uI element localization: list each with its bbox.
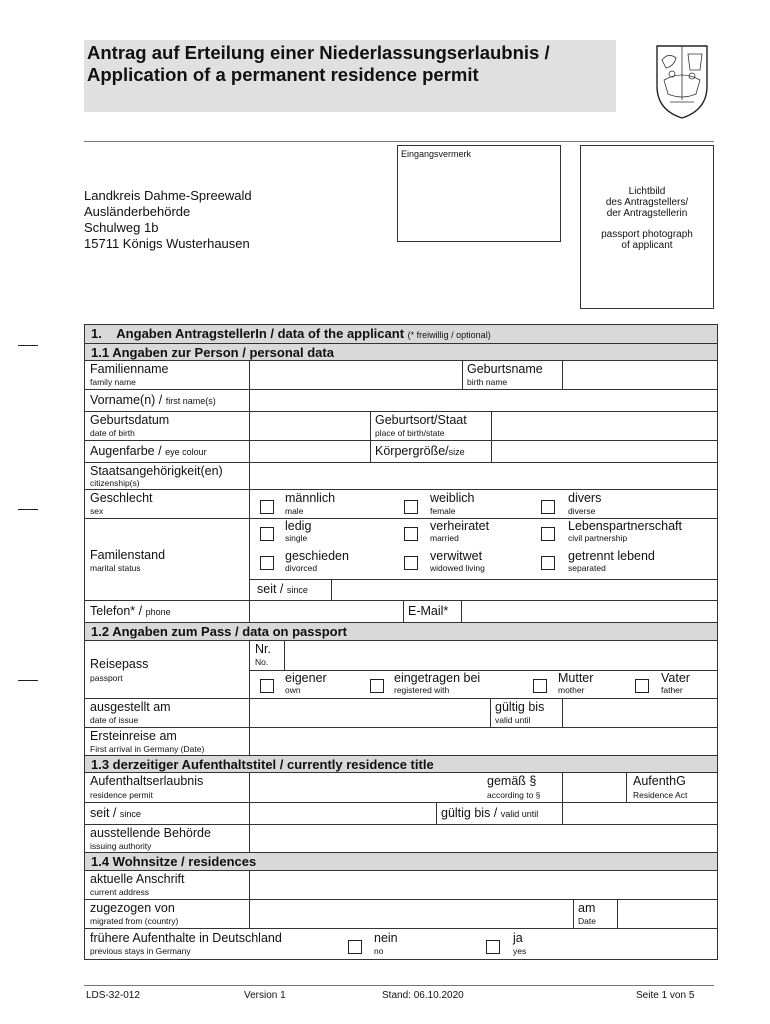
first-arrival-label: Ersteinreise am bbox=[90, 729, 177, 743]
section-1-3-title: 1.3 derzeitiger Aufenthaltstitel / currently residence title bbox=[91, 757, 434, 772]
section-1-1-title: 1.1 Angaben zur Person / personal data bbox=[91, 345, 334, 360]
row-family-name bbox=[85, 361, 717, 390]
height-label: Körpergröße/size bbox=[375, 444, 465, 458]
row-marital-status bbox=[85, 519, 717, 601]
photo-text: des Antragstellers/ bbox=[605, 197, 689, 208]
row-residence-permit bbox=[85, 773, 717, 803]
first-arrival-field[interactable] bbox=[250, 728, 717, 755]
fold-mark bbox=[18, 680, 38, 681]
dob-field[interactable] bbox=[250, 412, 369, 440]
issuing-authority-field[interactable] bbox=[250, 825, 717, 852]
section-1-3-header bbox=[85, 756, 717, 773]
passport-number-label: Nr. bbox=[255, 642, 271, 656]
previous-stays-label: frühere Aufenthalte in Deutschland bbox=[90, 931, 282, 945]
divorced-checkbox[interactable] bbox=[260, 556, 274, 570]
first-name-label: Vorname(n) / first name(s) bbox=[90, 393, 216, 407]
section-1-4-header bbox=[85, 853, 717, 871]
mother-sublabel: mother bbox=[558, 685, 585, 695]
marital-status-sublabel: marital status bbox=[90, 563, 141, 573]
father-sublabel: father bbox=[661, 685, 683, 695]
permit-valid-field[interactable] bbox=[563, 803, 717, 824]
own-passport-checkbox[interactable] bbox=[260, 679, 274, 693]
permit-since-label: seit / since bbox=[90, 806, 141, 820]
row-first-arrival bbox=[85, 728, 717, 756]
according-to-label: gemäß § bbox=[487, 774, 537, 788]
section-1-2-header bbox=[85, 623, 717, 641]
valid-until-label: gültig bis bbox=[495, 700, 545, 714]
header-rule bbox=[84, 141, 714, 142]
yes-sublabel: yes bbox=[513, 946, 527, 956]
fold-mark bbox=[18, 345, 38, 346]
photo-label-de bbox=[581, 186, 713, 219]
separated-checkbox[interactable] bbox=[541, 556, 555, 570]
citizenship-field[interactable] bbox=[250, 463, 717, 489]
photo-text: der Antragstellerin bbox=[606, 208, 688, 219]
phone-field[interactable] bbox=[250, 601, 402, 622]
mother-checkbox[interactable] bbox=[533, 679, 547, 693]
dob-sublabel: date of birth bbox=[90, 428, 135, 438]
fold-mark bbox=[18, 509, 38, 510]
migrated-date-sublabel: Date bbox=[578, 916, 596, 926]
registered-with-checkbox[interactable] bbox=[370, 679, 384, 693]
no-sublabel: no bbox=[374, 946, 384, 956]
section-1-4-title: 1.4 Wohnsitze / residences bbox=[91, 854, 257, 869]
residence-act-label: AufenthG bbox=[633, 774, 686, 788]
marital-since-field[interactable] bbox=[332, 580, 717, 600]
row-current-address bbox=[85, 871, 717, 900]
birthplace-field[interactable] bbox=[492, 412, 717, 440]
section-1-2-title: 1.2 Angaben zum Pass / data on passport bbox=[91, 624, 347, 639]
residence-permit-label: Aufenthaltserlaubnis bbox=[90, 774, 204, 788]
mother-label: Mutter bbox=[558, 671, 594, 685]
current-address-sublabel: current address bbox=[90, 887, 150, 897]
section-1-1-header bbox=[85, 344, 717, 361]
issuing-authority-label: ausstellende Behörde bbox=[90, 826, 211, 840]
divorced-label: geschieden bbox=[285, 549, 349, 563]
row-phone bbox=[85, 601, 717, 623]
diverse-label: divers bbox=[568, 491, 602, 505]
issue-date-field[interactable] bbox=[250, 699, 489, 727]
family-name-sublabel: family name bbox=[90, 377, 136, 387]
birth-name-field[interactable] bbox=[563, 361, 717, 389]
row-passport bbox=[85, 641, 717, 699]
form-version: Version 1 bbox=[244, 990, 286, 1001]
section-1-title: 1. Angaben AntragstellerIn / data of the applicant (* freiwillig / optional) bbox=[91, 326, 491, 341]
widowed-sublabel: widowed living bbox=[430, 563, 485, 573]
form-code: LDS-32-012 bbox=[86, 990, 140, 1001]
photo-label-en bbox=[581, 229, 713, 251]
registered-with-label: eingetragen bei bbox=[394, 671, 481, 685]
row-citizenship bbox=[85, 463, 717, 490]
no-label: nein bbox=[374, 931, 398, 945]
marital-since-label: seit / since bbox=[257, 582, 308, 596]
phone-label: Telefon* / phone bbox=[90, 604, 171, 618]
row-issuing-authority bbox=[85, 825, 717, 853]
section-1-header bbox=[85, 325, 717, 344]
civil-partnership-sublabel: civil partnership bbox=[568, 533, 628, 543]
own-label: eigener bbox=[285, 671, 327, 685]
previous-stays-yes-checkbox[interactable] bbox=[486, 940, 500, 954]
height-field[interactable] bbox=[492, 441, 717, 462]
migrated-from-label: zugezogen von bbox=[90, 901, 175, 915]
sex-sublabel: sex bbox=[90, 506, 104, 516]
single-label: ledig bbox=[285, 519, 312, 533]
coat-of-arms-icon bbox=[652, 40, 712, 120]
applicant-form bbox=[84, 324, 718, 960]
receipt-label: Eingangsvermerk bbox=[401, 149, 472, 159]
passport-sublabel: passport bbox=[90, 673, 123, 683]
dob-label: Geburtsdatum bbox=[90, 413, 170, 427]
footer-rule bbox=[84, 985, 714, 986]
valid-until-field[interactable] bbox=[563, 699, 717, 727]
address-line: Ausländerbehörde bbox=[84, 204, 191, 219]
photo-box[interactable] bbox=[580, 145, 714, 309]
male-sublabel: male bbox=[285, 506, 304, 516]
male-checkbox[interactable] bbox=[260, 500, 274, 514]
eye-colour-field[interactable] bbox=[250, 441, 369, 462]
male-label: männlich bbox=[285, 491, 336, 505]
passport-number-field[interactable] bbox=[285, 641, 717, 669]
permit-valid-label: gültig bis / valid until bbox=[441, 806, 539, 820]
married-sublabel: married bbox=[430, 533, 459, 543]
father-label: Vater bbox=[661, 671, 690, 685]
separated-label: getrennt lebend bbox=[568, 549, 655, 563]
receipt-stamp-box bbox=[397, 145, 561, 242]
birthplace-sublabel: place of birth/state bbox=[375, 428, 445, 438]
address-line: Landkreis Dahme-Spreewald bbox=[84, 188, 252, 203]
authority-address bbox=[84, 188, 252, 252]
first-name-field[interactable] bbox=[250, 390, 717, 411]
birthplace-label: Geburtsort/Staat bbox=[375, 413, 467, 427]
residence-permit-field[interactable] bbox=[250, 773, 482, 802]
page-number: Seite 1 von 5 bbox=[636, 990, 695, 1001]
valid-until-sublabel: valid until bbox=[495, 715, 531, 725]
row-first-name bbox=[85, 390, 717, 412]
family-name-field[interactable] bbox=[250, 361, 461, 389]
previous-stays-sublabel: previous stays in Germany bbox=[90, 946, 191, 956]
migrated-from-sublabel: migrated from (country) bbox=[90, 916, 179, 926]
single-sublabel: single bbox=[285, 533, 308, 543]
marital-status-label: Familenstand bbox=[90, 548, 166, 562]
email-field[interactable] bbox=[462, 601, 717, 622]
photo-text: Lichtbild bbox=[628, 186, 666, 197]
married-label: verheiratet bbox=[430, 519, 490, 533]
widowed-label: verwitwet bbox=[430, 549, 483, 563]
issuing-authority-sublabel: issuing authority bbox=[90, 841, 152, 851]
yes-label: ja bbox=[513, 931, 523, 945]
row-sex bbox=[85, 490, 717, 519]
civil-partnership-label: Lebenspartnerschaft bbox=[568, 519, 682, 533]
row-eye-colour bbox=[85, 441, 717, 463]
row-permit-since bbox=[85, 803, 717, 825]
current-address-field[interactable] bbox=[250, 871, 717, 899]
eye-colour-label: Augenfarbe / eye colour bbox=[90, 444, 207, 458]
separated-sublabel: separated bbox=[568, 563, 606, 573]
diverse-sublabel: diverse bbox=[568, 506, 596, 516]
row-migrated-from bbox=[85, 900, 717, 929]
sex-label: Geschlecht bbox=[90, 491, 153, 505]
photo-text: passport photograph bbox=[601, 229, 693, 240]
single-checkbox[interactable] bbox=[260, 527, 274, 541]
permit-since-field[interactable] bbox=[250, 803, 435, 824]
registered-with-sublabel: registered with bbox=[394, 685, 450, 695]
divorced-sublabel: divorced bbox=[285, 563, 318, 573]
family-name-label: Familienname bbox=[90, 362, 169, 376]
passport-number-sublabel: No. bbox=[255, 657, 269, 667]
birth-name-sublabel: birth name bbox=[467, 377, 508, 387]
address-line: 15711 Königs Wusterhausen bbox=[84, 236, 250, 251]
diverse-checkbox[interactable] bbox=[541, 500, 555, 514]
title-german: Antrag auf Erteilung einer Niederlassungserlaubnis / bbox=[87, 42, 550, 63]
current-address-label: aktuelle Anschrift bbox=[90, 872, 185, 886]
widowed-checkbox[interactable] bbox=[404, 556, 418, 570]
female-checkbox[interactable] bbox=[404, 500, 418, 514]
row-previous-stays bbox=[85, 929, 717, 959]
form-date: Stand: 06.10.2020 bbox=[382, 990, 464, 1001]
own-sublabel: own bbox=[285, 685, 301, 695]
previous-stays-no-checkbox[interactable] bbox=[348, 940, 362, 954]
residence-permit-sublabel: residence permit bbox=[90, 790, 153, 800]
according-to-sublabel: according to § bbox=[487, 790, 541, 800]
citizenship-sublabel: citizenship(s) bbox=[90, 478, 140, 488]
birth-name-label: Geburtsname bbox=[467, 362, 543, 376]
title-box bbox=[84, 40, 616, 112]
paragraph-field[interactable] bbox=[563, 773, 625, 802]
email-label: E-Mail* bbox=[408, 604, 449, 618]
migrated-from-field[interactable] bbox=[250, 900, 572, 928]
passport-label: Reisepass bbox=[90, 657, 149, 671]
married-checkbox[interactable] bbox=[404, 527, 418, 541]
father-checkbox[interactable] bbox=[635, 679, 649, 693]
issue-date-sublabel: date of issue bbox=[90, 715, 139, 725]
civil-partnership-checkbox[interactable] bbox=[541, 527, 555, 541]
female-label: weiblich bbox=[430, 491, 475, 505]
migrated-date-label: am bbox=[578, 901, 596, 915]
migrated-date-field[interactable] bbox=[618, 900, 717, 928]
title-english: Application of a permanent residence permit bbox=[87, 64, 479, 85]
row-date-of-issue bbox=[85, 699, 717, 728]
first-arrival-sublabel: First arrival in Germany (Date) bbox=[90, 744, 205, 754]
issue-date-label: ausgestellt am bbox=[90, 700, 171, 714]
row-date-of-birth bbox=[85, 412, 717, 441]
residence-act-sublabel: Residence Act bbox=[633, 790, 688, 800]
photo-text: of applicant bbox=[621, 240, 673, 251]
citizenship-label: Staatsangehörigkeit(en) bbox=[90, 464, 223, 478]
female-sublabel: female bbox=[430, 506, 456, 516]
address-line: Schulweg 1b bbox=[84, 220, 159, 235]
